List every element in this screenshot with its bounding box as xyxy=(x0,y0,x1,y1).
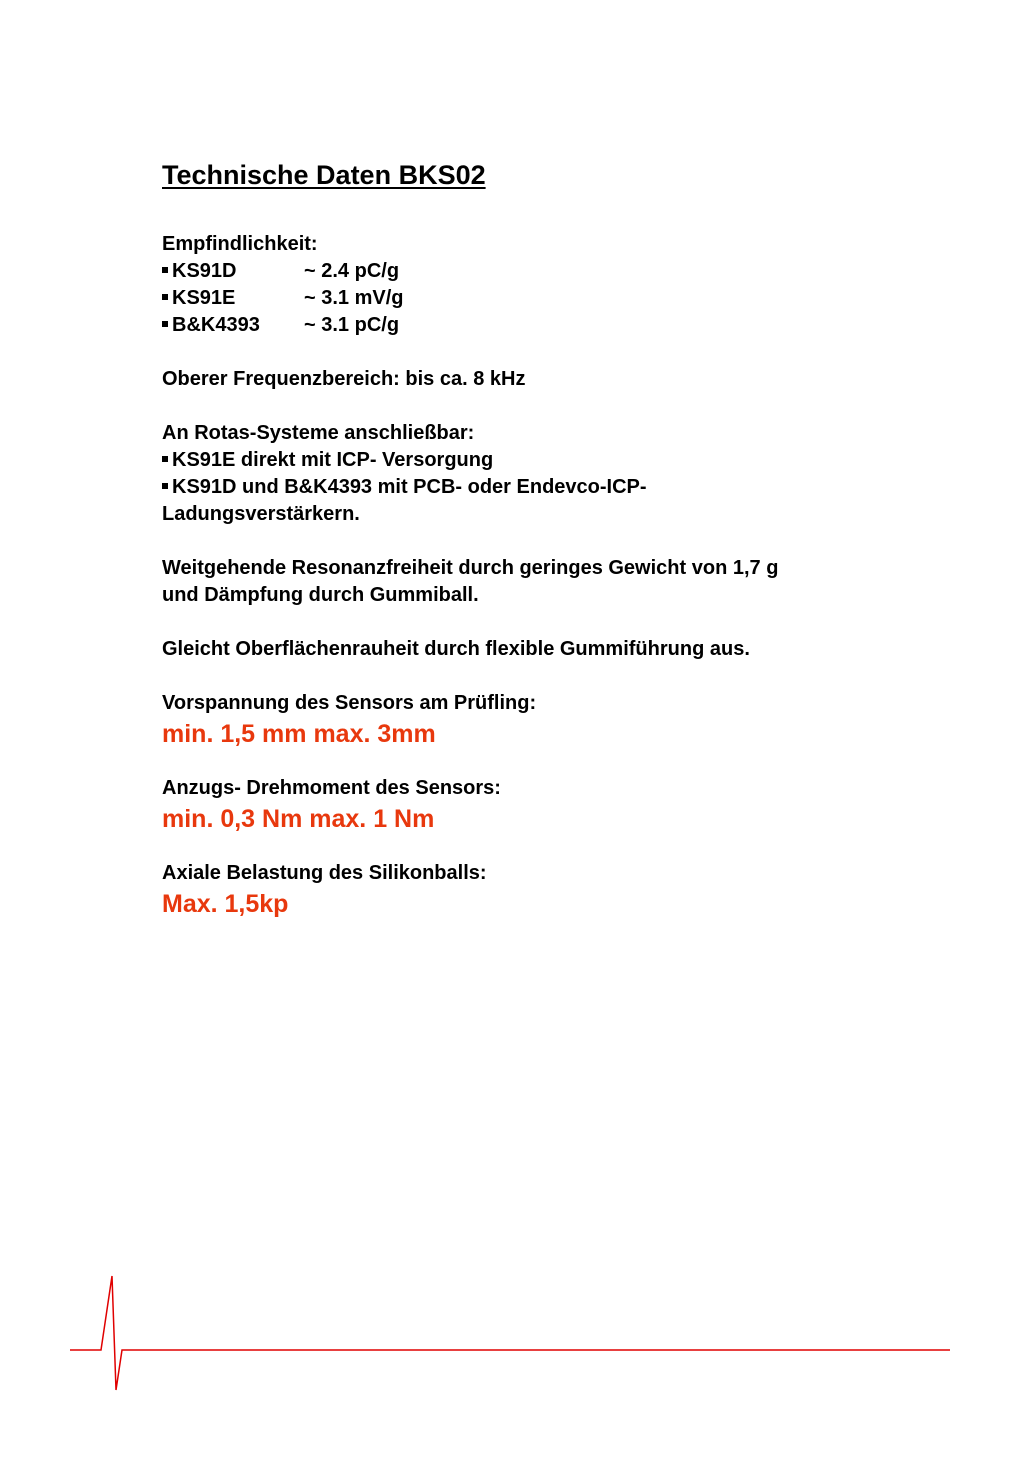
resonance-text: und Dämpfung durch Gummiball. xyxy=(162,584,479,606)
rotas-heading: An Rotas-Systeme anschließbar: xyxy=(162,422,475,444)
sensor-name: KS91D xyxy=(172,260,237,282)
sensor-value: ~ 3.1 mV/g xyxy=(304,287,404,309)
page-title: Technische Daten BKS02 xyxy=(162,160,486,190)
sensor-value: ~ 2.4 pC/g xyxy=(304,260,400,282)
sensitivity-heading: Empfindlichkeit: xyxy=(162,233,318,255)
resonance-text: Weitgehende Resonanzfreiheit durch geringes Gewicht von 1,7 g xyxy=(162,557,779,579)
axial-value: Max. 1,5kp xyxy=(162,890,289,918)
sensor-value: ~ 3.1 pC/g xyxy=(304,314,400,336)
roughness-text: Gleicht Oberflächenrauheit durch flexible Gummiführung aus. xyxy=(162,638,750,660)
preload-value: min. 1,5 mm max. 3mm xyxy=(162,720,436,748)
torque-value: min. 0,3 Nm max. 1 Nm xyxy=(162,805,435,833)
axial-label: Axiale Belastung des Silikonballs: xyxy=(162,862,487,884)
preload-label: Vorspannung des Sensors am Prüfling: xyxy=(162,692,537,714)
torque-label: Anzugs- Drehmoment des Sensors: xyxy=(162,777,501,799)
ekg-pulse-line xyxy=(70,1276,950,1390)
sensor-name: KS91E xyxy=(172,287,236,309)
rotas-item: KS91D und B&K4393 mit PCB- oder Endevco-ICP- xyxy=(162,474,922,501)
rotas-item: KS91E direkt mit ICP- Versorgung xyxy=(162,447,922,474)
rotas-item-continuation: Ladungsverstärkern. xyxy=(162,503,360,525)
frequency-range: Oberer Frequenzbereich: bis ca. 8 kHz xyxy=(162,368,526,390)
sensor-name: B&K4393 xyxy=(172,314,260,336)
